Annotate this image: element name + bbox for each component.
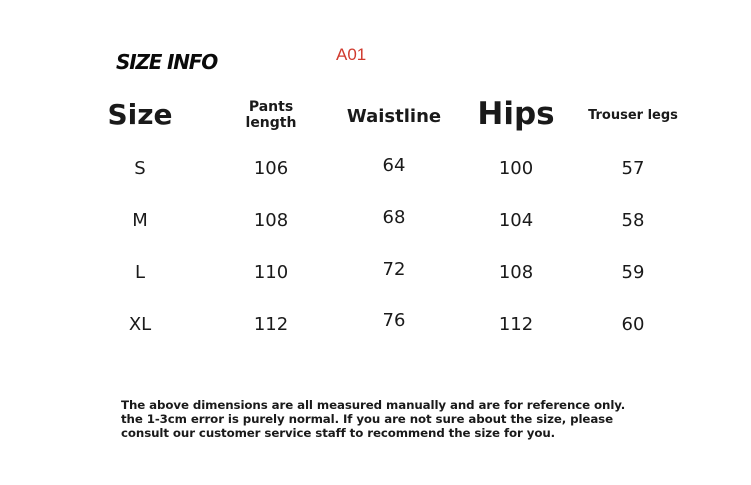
cell-hips: 108 <box>498 262 534 283</box>
cell-hips: 100 <box>498 158 534 179</box>
cell-trouser-legs: 59 <box>621 262 645 283</box>
cell-waistline: 76 <box>382 310 406 331</box>
cell-trouser-legs: 57 <box>621 158 645 179</box>
disclaimer-line: the 1-3cm error is purely normal. If you are not sure about the size, please <box>121 412 613 426</box>
cell-size: M <box>132 210 148 231</box>
cell-hips: 104 <box>498 210 534 231</box>
cell-size: XL <box>128 314 152 335</box>
cell-trouser-legs: 60 <box>621 314 645 335</box>
header-trouser-legs: Trouser legs <box>588 108 678 123</box>
cell-size: L <box>134 262 146 283</box>
cell-waistline: 72 <box>382 259 406 280</box>
disclaimer-line: consult our customer service staff to recommend the size for you. <box>121 426 556 440</box>
cell-pants-length: 112 <box>253 314 289 335</box>
header-pants-length: Pants length <box>245 99 297 131</box>
product-code: A01 <box>336 45 367 64</box>
disclaimer-note <box>121 398 625 440</box>
cell-trouser-legs: 58 <box>621 210 645 231</box>
cell-pants-length: 106 <box>253 158 289 179</box>
cell-size: S <box>134 158 146 179</box>
page-title: SIZE INFO <box>116 50 218 74</box>
cell-waistline: 68 <box>382 207 406 228</box>
cell-hips: 112 <box>498 314 534 335</box>
header-hips: Hips <box>477 96 555 132</box>
cell-pants-length: 110 <box>253 262 289 283</box>
cell-pants-length: 108 <box>253 210 289 231</box>
disclaimer-line: The above dimensions are all measured manually and are for reference only. <box>121 398 626 412</box>
header-size: Size <box>107 98 173 131</box>
header-waistline: Waistline <box>346 106 442 127</box>
cell-waistline: 64 <box>382 155 406 176</box>
